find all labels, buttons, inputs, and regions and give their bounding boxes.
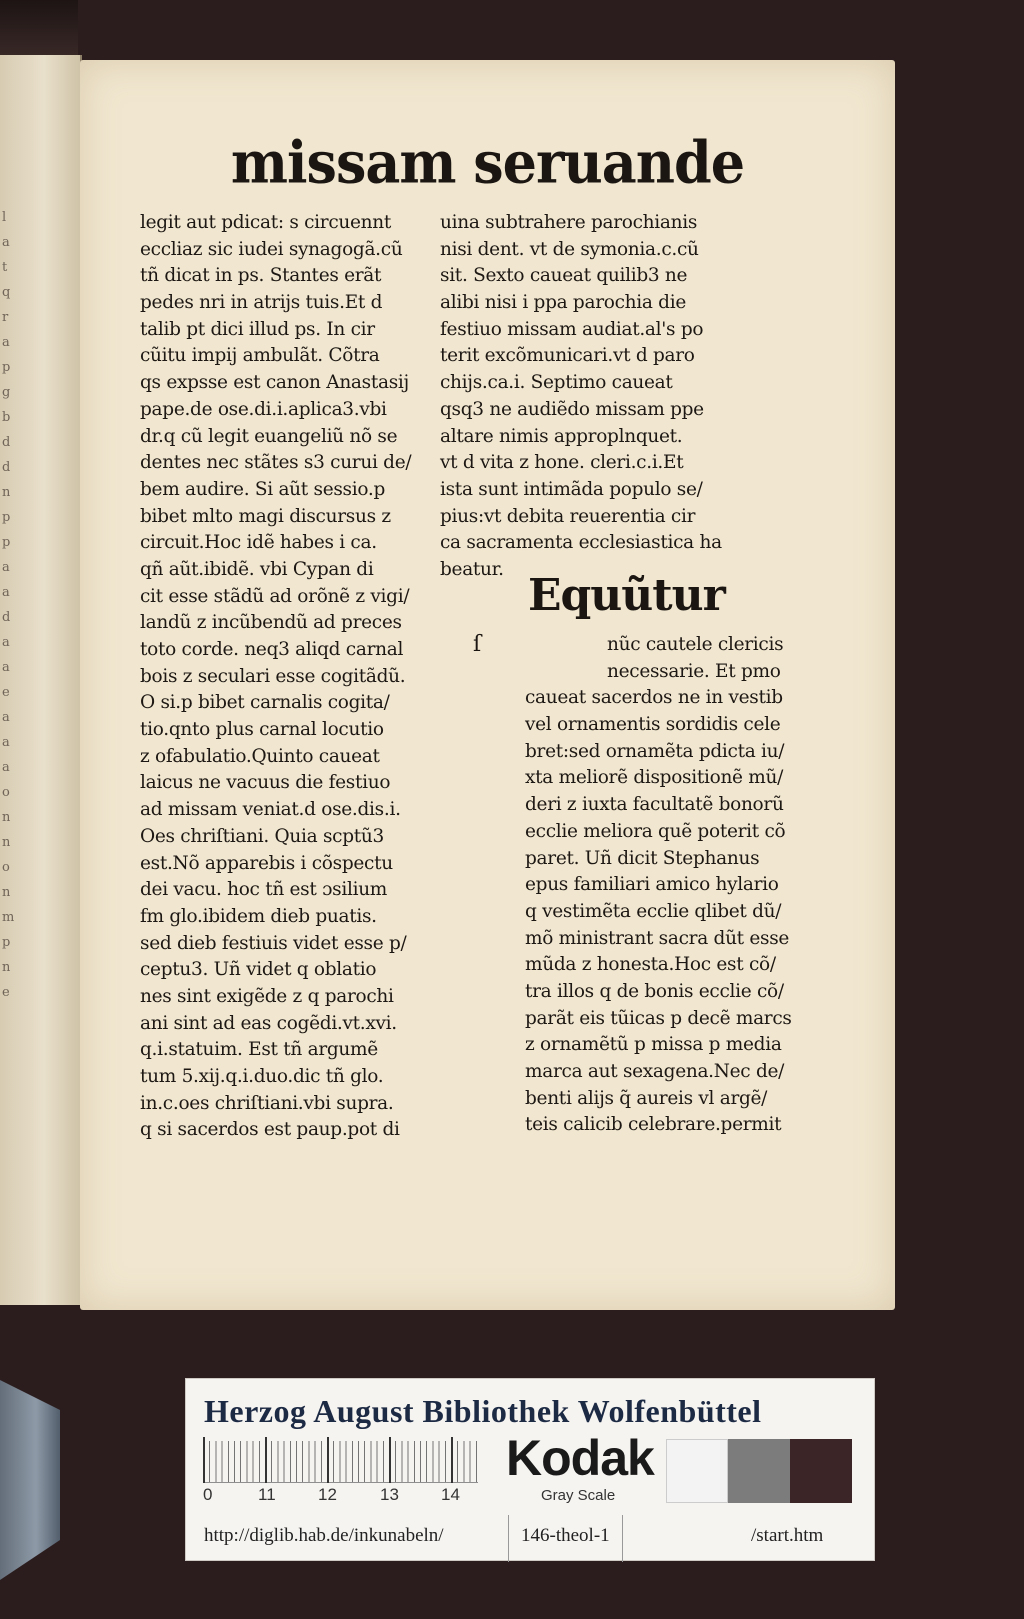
- right-text-column-bottom: [525, 632, 792, 1139]
- text-line: pedes nri in atrijs tuis.Et d: [140, 292, 383, 314]
- text-line: deri z iuxta facultatẽ bonorũ: [525, 794, 784, 816]
- text-line: vt d vita z hone. cleri.c.i.Et: [440, 452, 684, 474]
- text-line: tio.qnto plus carnal locutio: [140, 719, 384, 741]
- right-text-column-top: [440, 210, 820, 584]
- left-text-column: [140, 210, 440, 1144]
- text-line: q vestimẽta ecclie qlibet dũ/: [525, 900, 782, 922]
- text-line: alibi nisi i ppa parochia die: [440, 292, 686, 314]
- ruler-label: 12: [318, 1485, 337, 1504]
- text-line: O si.p bibet carnalis cogita/: [140, 692, 390, 714]
- black-swatch: [790, 1439, 852, 1503]
- ruler-label: 13: [380, 1485, 399, 1504]
- text-line: z ofabulatio.Quinto caueat: [140, 745, 380, 767]
- library-color-card: [185, 1378, 875, 1561]
- kodak-logo: Kodak: [506, 1430, 654, 1486]
- url-prefix: http://diglib.hab.de/inkunabeln/: [204, 1525, 444, 1546]
- text-line: nisi dent. vt de symonia.c.cũ: [440, 238, 699, 260]
- text-line: pius:vt debita reuerentia cir: [440, 505, 696, 527]
- page-heading: missam seruande: [230, 127, 745, 197]
- guide-letter: ſ: [473, 632, 482, 657]
- text-line: ceptu3. Uñ videt q oblatio: [140, 959, 377, 981]
- text-line: legit aut pdicat: s circuennt: [140, 212, 392, 233]
- text-line: bibet mlto magi discursus z: [140, 505, 391, 527]
- text-line: teis calicib celebrare.permit: [525, 1114, 782, 1136]
- text-line: toto corde. neq3 aliqd carnal: [140, 639, 404, 660]
- ruler-label: 14: [441, 1485, 460, 1504]
- text-line: dei vacu. hoc tñ est ɔsilium: [140, 879, 388, 901]
- text-line: ista sunt intimãda populo se/: [440, 478, 703, 500]
- text-line: chijs.ca.i. Septimo caueat: [440, 372, 673, 394]
- text-line: qñ aũt.ibidẽ. vbi Cypan di: [140, 558, 374, 580]
- text-line: caueat sacerdos ne in vestib: [525, 687, 783, 709]
- text-line: altare nimis approplnquet.: [440, 425, 683, 447]
- ruler-label: 0: [203, 1485, 213, 1504]
- text-line: festiuo missam audiat.al's po: [440, 318, 704, 340]
- text-line: beatur.: [440, 558, 504, 580]
- previous-leaf-edge: [0, 55, 82, 1305]
- text-line: cit esse stãdũ ad orõnẽ z vigi/: [140, 585, 410, 607]
- text-line: parãt eis tũicas p decẽ marcs: [525, 1007, 792, 1029]
- text-line: eccliaz sic iudei synagogã.cũ: [140, 238, 403, 260]
- text-line: tñ dicat in ps. Stantes erãt: [140, 265, 382, 287]
- book-page: [80, 60, 895, 1310]
- text-line: necessarie. Et pmo: [607, 660, 781, 682]
- text-line: cũitu impij ambulãt. Cõtra: [140, 345, 380, 367]
- text-line: ad missam veniat.d ose.dis.i.: [140, 799, 401, 821]
- text-line: mũda z honesta.Hoc est cõ/: [525, 954, 776, 976]
- gray-swatch: [728, 1439, 790, 1503]
- previous-leaf-glyphs: l a t q r a p g b d d n p p a a d a a e a a a o n n o n m p n e: [2, 210, 15, 1000]
- text-line: mõ ministrant sacra dũt esse: [525, 927, 790, 949]
- text-line: marca aut sexagena.Nec de/: [525, 1061, 785, 1082]
- text-line: Oes chriſtiani. Quia scptũ3: [140, 825, 384, 847]
- text-line: xta meliorẽ dispositionẽ mũ/: [525, 767, 784, 789]
- section-heading: Equũtur: [528, 570, 725, 621]
- text-line: talib pt dici illud ps. In cir: [140, 318, 375, 340]
- url-suffix: /start.htm: [751, 1525, 824, 1546]
- text-line: in.c.oes chriſtiani.vbi supra.: [140, 1092, 394, 1114]
- text-line: laicus ne vacuus die festiuo: [140, 772, 391, 794]
- white-swatch: [666, 1439, 728, 1503]
- text-line: benti alijs q̃ aureis vl argẽ/: [525, 1087, 768, 1109]
- text-line: qs expsse est canon Anastasij: [140, 372, 409, 394]
- text-line: qsq3 ne audiẽdo missam ppe: [440, 398, 704, 420]
- text-line: bois z seculari esse cogitãdũ.: [140, 665, 406, 687]
- text-line: ani sint ad eas cogẽdi.vt.xvi.: [140, 1012, 397, 1034]
- text-line: vel ornamentis sordidis cele: [525, 714, 781, 736]
- text-line: epus familiari amico hylario: [525, 874, 779, 896]
- shelfmark: 146-theol-1: [508, 1515, 623, 1562]
- text-line: z ornamẽtũ p missa p media: [525, 1034, 782, 1056]
- text-line: q si sacerdos est paup.pot di: [140, 1119, 400, 1141]
- url-row: [186, 1515, 876, 1562]
- institution-name: Herzog August Bibliothek Wolfenbüttel: [204, 1393, 762, 1429]
- text-line: nes sint exigẽde z q parochi: [140, 985, 394, 1007]
- text-line: tra illos q de bonis ecclie cõ/: [525, 980, 784, 1002]
- text-line: landũ z incũbendũ ad preces: [140, 612, 402, 634]
- text-line: q.i.statuim. Est tñ argumẽ: [140, 1039, 378, 1061]
- text-line: circuit.Hoc idẽ habes i ca.: [140, 532, 377, 554]
- text-line: uina subtrahere parochianis: [440, 212, 698, 233]
- text-line: sit. Sexto caueat quilib3 ne: [440, 265, 688, 287]
- gray-scale-label: Gray Scale: [541, 1487, 616, 1504]
- text-line: ecclie meliora quẽ poterit cõ: [525, 820, 786, 842]
- text-line: bret:sed ornamẽta pdicta iu/: [525, 740, 785, 762]
- text-line: tum 5.xij.q.i.duo.dic tñ glo.: [140, 1066, 384, 1087]
- text-line: pape.de ose.di.i.aplica3.vbi: [140, 398, 387, 420]
- text-line: bem audire. Si aũt sessio.p: [140, 478, 385, 500]
- text-line: ca sacramenta ecclesiastica ha: [440, 532, 722, 554]
- text-line: sed dieb festiuis videt esse p/: [140, 932, 407, 954]
- text-line: fm glo.ibidem dieb puatis.: [140, 905, 377, 927]
- top-shadow: [0, 0, 78, 60]
- text-line: dentes nec stãtes s3 curui de/: [140, 452, 412, 474]
- text-line: paret. Uñ dicit Stephanus: [525, 847, 760, 869]
- ruler-label: 11: [258, 1485, 276, 1504]
- ruler-major-ticks: [203, 1437, 478, 1483]
- text-line: est.Nõ apparebis i cõspectu: [140, 852, 393, 874]
- text-line: dr.q cũ legit euangeliũ nõ se: [140, 425, 398, 447]
- text-line: nũc cautele clericis: [607, 634, 784, 655]
- bottom-left-label-edge: [0, 1380, 60, 1580]
- text-line: terit excõmunicari.vt d paro: [440, 345, 695, 367]
